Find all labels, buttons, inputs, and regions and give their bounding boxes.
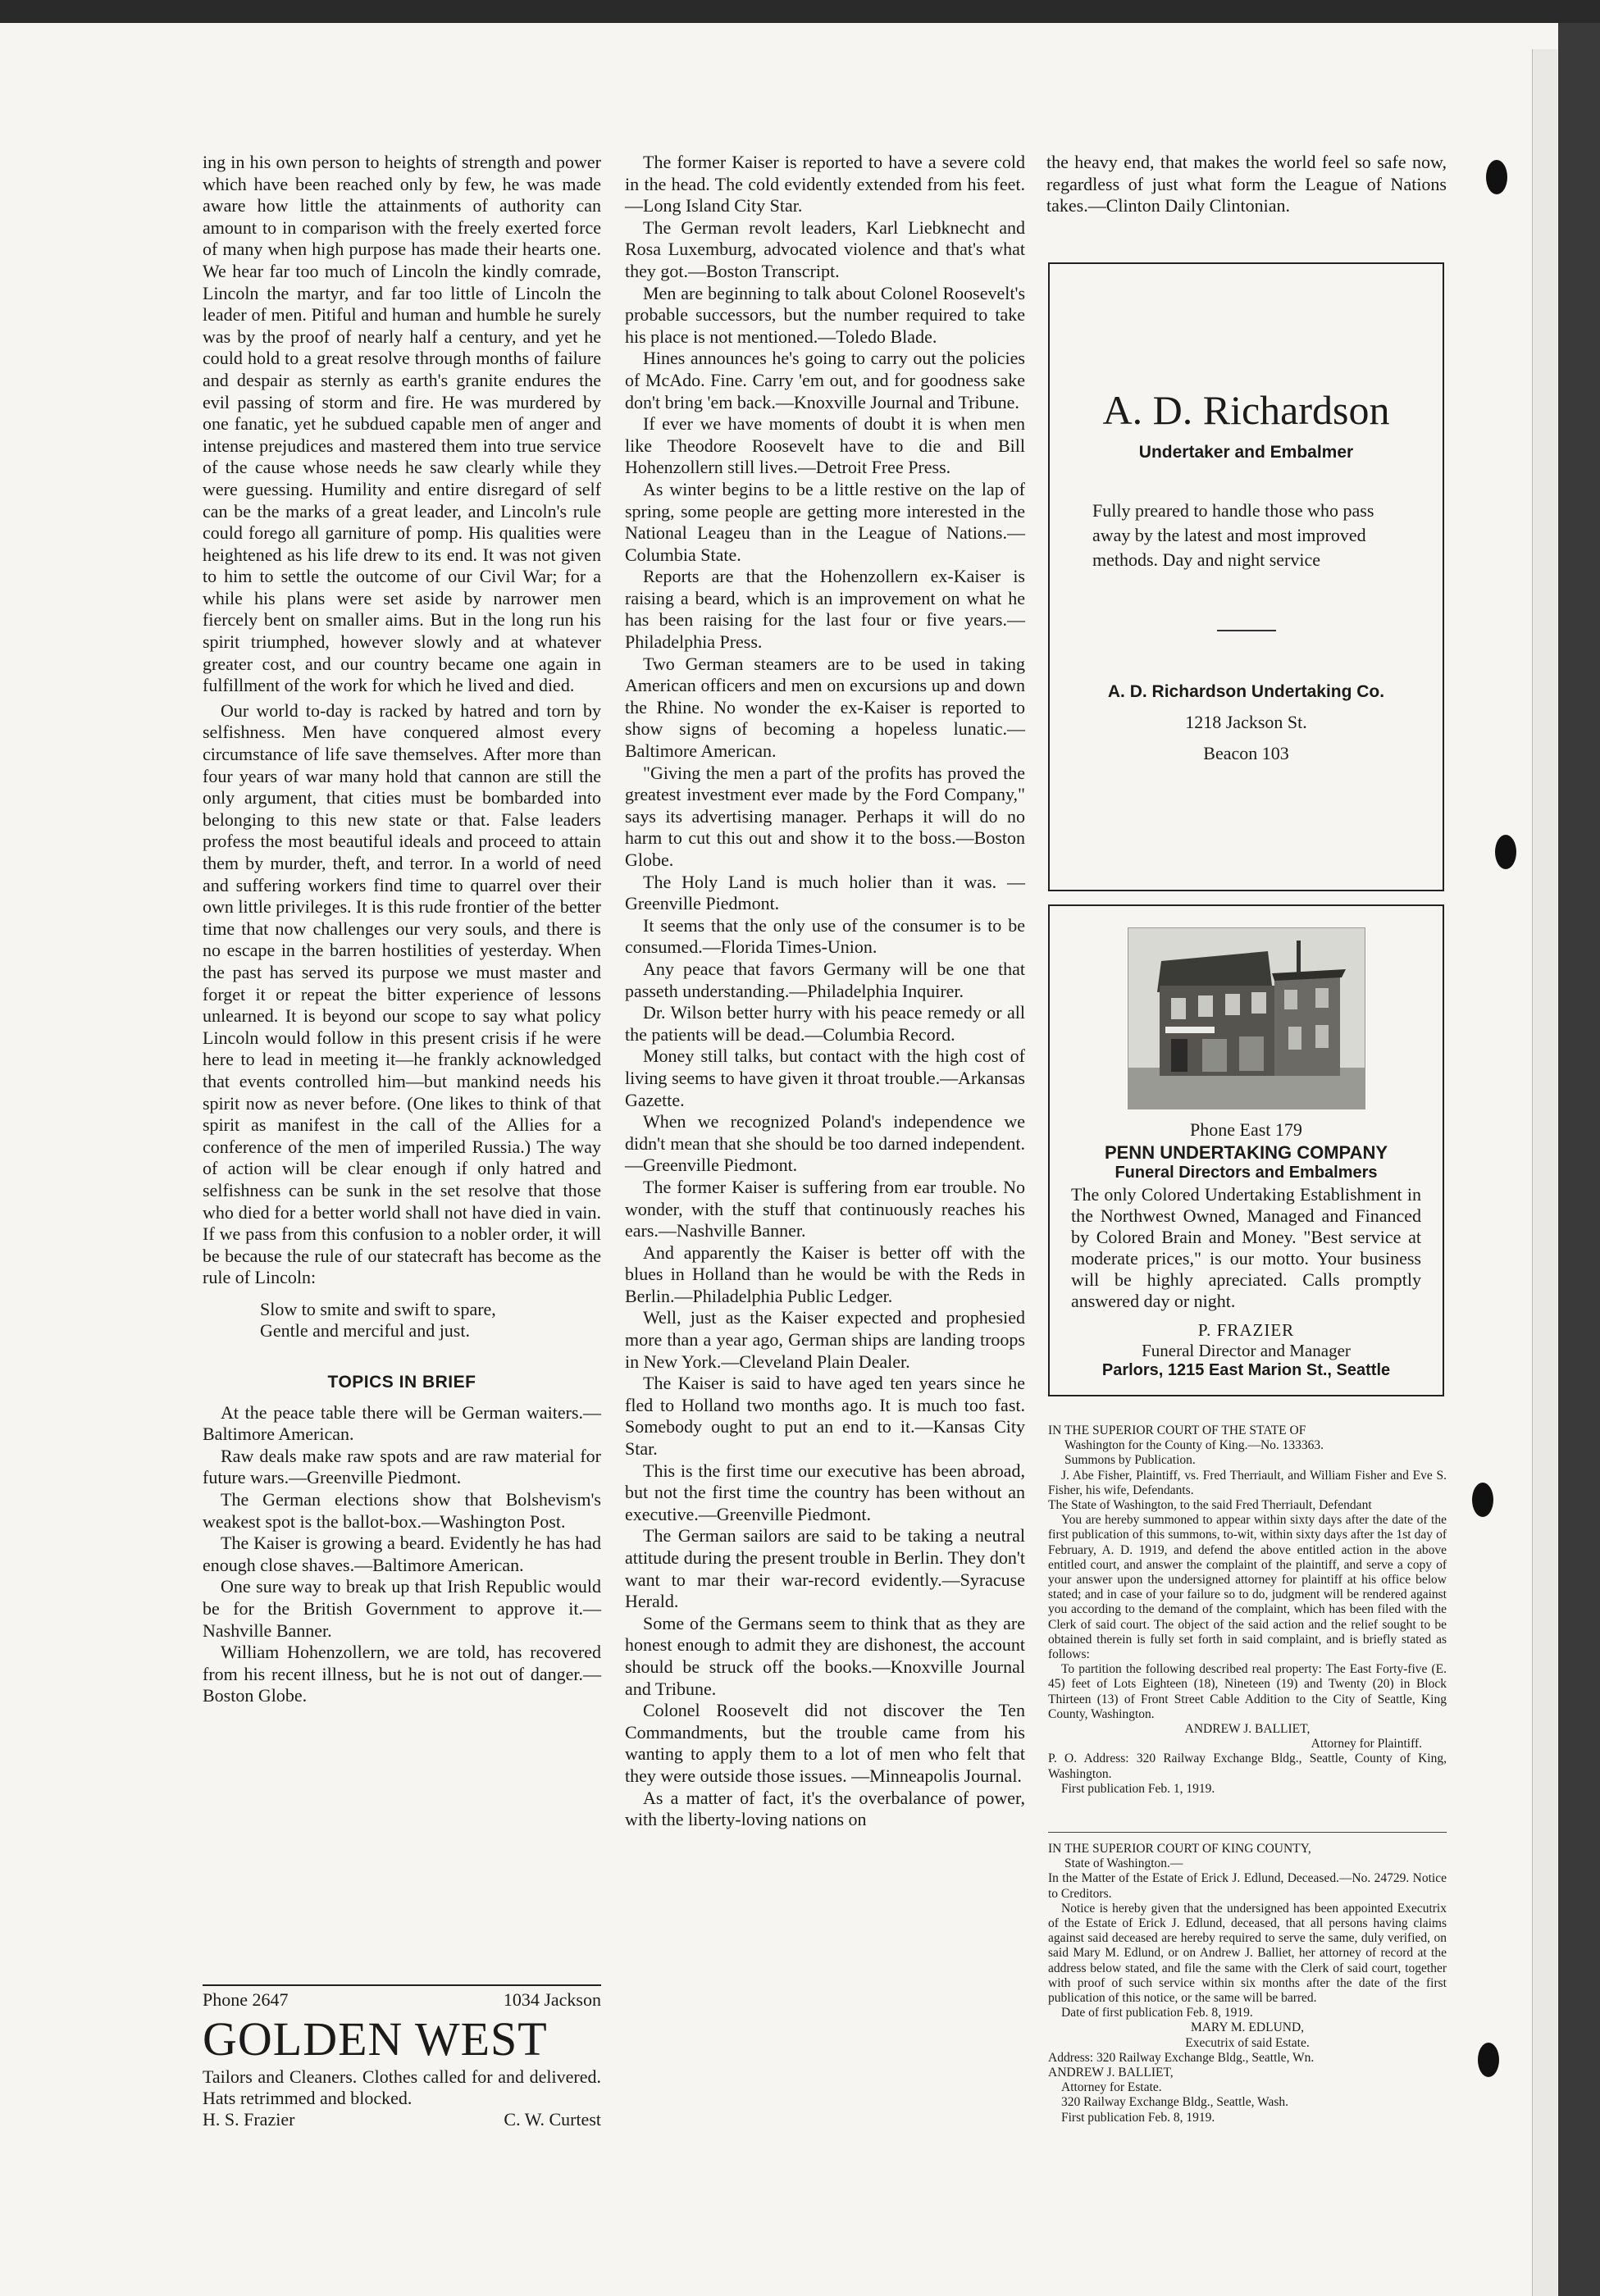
notice-address: 320 Railway Exchange Bldg., Seattle, Wash. — [1061, 2095, 1288, 2110]
brief-item: The German revolt leaders, Karl Liebknecht and Rosa Luxemburg, advocated violence and that's what they got.—Boston Transcript. — [625, 216, 1025, 281]
penn-undertaking-ad — [1048, 904, 1444, 1396]
column-1 — [203, 152, 601, 1707]
ad-address: 1218 Jackson St. — [1185, 712, 1307, 732]
notice-signature-role: Attorney for Estate. — [1061, 2080, 1162, 2095]
article-paragraph: ing in his own person to heights of strength and power which have been reached only by few, he was made aware how little the attainments of authority can amount to in comparison with the freely exerted force of many when high purpose has made their hearts one. We hear far too much of Lincoln the kindly comrade, Lincoln the martyr, and far too little of Lincoln the leader of men. Pitiful and human and humble he surely was by the proof of nearly half a century, and yet he could hold to a great resolve through months of failure and despair as sternly as earth's granite endures the evil passing of storm and fire. He was murdered by one fanatic, yet he subdued capable men of anger and intense prejudices and mastered them into true service of the cause whose needs he saw clearly while they were guessing. Humility and entire disregard of self can be the marks of a great leader, and Lincoln's rule could forego all garniture of pomp. His qualities were heightened as his life drew to its end. It was not given to him to settle the outcome of our Civil War; for a while his plans were set aside by narrower men fiercely bent on smaller aims. But in the long run his spirit triumphed, however slowly and at whatever greater cost, and our country became one again in fulfillment of the work for which he lived and died. — [203, 152, 601, 696]
punch-hole — [1495, 835, 1516, 869]
brief-item: Well, just as the Kaiser expected and prophesied more than a year ago, German ships are landing troops in New York.—Cleveland Plain Dealer. — [625, 1307, 1025, 1372]
ad-subtitle: Undertaker and Embalmer — [1138, 443, 1354, 462]
notice-parties: J. Abe Fisher, Plaintiff, vs. Fred Therriault, and William Fisher and Eve S. Fisher, his wife, Defendants. — [1048, 1468, 1447, 1497]
verse-line: Gentle and merciful and just. — [260, 1320, 470, 1342]
brief-item: One sure way to break up that Irish Republic would be for the British Government to approve it.—Nashville Banner. — [203, 1576, 601, 1641]
brief-item: As winter begins to be a little restive on the lap of spring, some people are getting more interested in the National Leageu than in the League of Nations.—Columbia State. — [625, 478, 1025, 565]
notice-date: Date of first publication Feb. 8, 1919. — [1061, 2006, 1253, 2020]
brief-item: Colonel Roosevelt did not discover the Ten Commandments, but the trouble came from his wanting to apply them to a lot of men who felt that they were outside those issues. —Minneapolis Journal. — [625, 1700, 1025, 1786]
ad-title: GOLDEN WEST — [203, 2012, 548, 2066]
notice-signature: MARY M. EDLUND, — [1190, 2020, 1305, 2035]
ad-address: Parlors, 1215 East Marion St., Seattle — [1101, 1361, 1391, 1379]
brief-item: As a matter of fact, it's the overbalance of power, with the liberty-loving nations on — [625, 1787, 1025, 1830]
notice-heading: Washington for the County of King.—No. 133363. — [1064, 1438, 1324, 1453]
scan-right-edge — [1558, 23, 1600, 2296]
verse — [260, 1299, 601, 1342]
notice-address-line: The State of Washington, to the said Fred Therriault, Defendant — [1048, 1498, 1372, 1513]
punch-hole — [1472, 1483, 1493, 1517]
richardson-ad — [1048, 262, 1444, 891]
ad-manager-role: Funeral Director and Manager — [1142, 1341, 1351, 1360]
brief-item: Dr. Wilson better hurry with his peace remedy or all the patients will be dead.—Columbia Record. — [625, 1002, 1025, 1045]
notice-heading: IN THE SUPERIOR COURT OF KING COUNTY, — [1048, 1842, 1311, 1856]
column-3 — [1046, 152, 1447, 217]
brief-item: At the peace table there will be German waiters.—Baltimore American. — [203, 1401, 601, 1445]
ad-title: A. D. Richardson — [1102, 387, 1390, 433]
verse-line: Slow to smite and swift to spare, — [260, 1298, 496, 1319]
punch-hole — [1486, 160, 1507, 194]
brief-item: Men are beginning to talk about Colonel Roosevelt's probable successors, but the number required to take his place is not mentioned.—Toledo Blade. — [625, 282, 1025, 347]
brief-item: Two German steamers are to be used in taking American officers and men on excursions up and down the Rhine. No wonder the ex-Kaiser is reported to show signs of becoming a hopeless lunatic.—Baltimore American. — [625, 653, 1025, 762]
ad-title: PENN UNDERTAKING COMPANY — [1104, 1142, 1388, 1163]
ad-firm: A. D. Richardson Undertaking Co. — [1107, 682, 1385, 701]
brief-item: Reports are that the Hohenzollern ex-Kaiser is raising a beard, which is an improvement on what he has been raising for the last four or five years.—Philadelphia Press. — [625, 566, 1025, 653]
punch-hole — [1478, 2043, 1499, 2077]
scan-page-edge — [1532, 49, 1557, 2296]
notice-heading: State of Washington.— — [1064, 1856, 1183, 1871]
ad-proprietor: H. S. Frazier — [203, 2109, 295, 2130]
notice-signature-role: Attorney for Plaintiff. — [1311, 1737, 1422, 1752]
brief-item: This is the first time our executive has been abroad, but not the first time the country has been without an executive.—Greenville Piedmont. — [625, 1460, 1025, 1524]
legal-notice-summons — [1048, 1424, 1447, 1797]
notice-date: First publication Feb. 1, 1919. — [1061, 1781, 1215, 1796]
legal-notice-creditors — [1048, 1842, 1447, 2125]
brief-item: The Kaiser is said to have aged ten years since he fled to Holland two months ago. It is much too fast. Somebody ought to put an end to it.—Kansas City Star. — [625, 1373, 1025, 1460]
brief-item: The Kaiser is growing a beard. Evidently he has had enough close shaves.—Baltimore American. — [203, 1533, 601, 1575]
scan-top-edge — [0, 0, 1600, 23]
brief-item: And apparently the Kaiser is better off with the blues in Holland than he would be with the Reds in Berlin.—Philadelphia Public Ledger. — [625, 1241, 1025, 1306]
notice-subheading: Summons by Publication. — [1064, 1453, 1196, 1468]
brief-item: When we recognized Poland's independence we didn't mean that she should be too darned independent.—Greenville Piedmont. — [625, 1111, 1025, 1176]
ad-phone: Phone 2647 — [203, 1989, 289, 2010]
brief-item: Money still talks, but contact with the high cost of living seems to have given it throat trouble.—Arkansas Gazette. — [625, 1046, 1025, 1110]
ad-manager: P. FRAZIER — [1197, 1320, 1295, 1340]
notice-date: First publication Feb. 8, 1919. — [1061, 2110, 1215, 2125]
notice-body: Notice is hereby given that the undersigned has been appointed Executrix of the Estate of Erick J. Edlund, deceased, that all persons having claims against said deceased are hereby required to serve the same, duly verified, on said Mary M. Edlund, or on Andrew J. Balliet, her attorney of record at the address below stated, and file the same with the Clerk of said court, together with proof of such service within six months after the date of the first publication of this notice, or the same will be barred. — [1048, 1901, 1447, 2006]
brief-item: Any peace that favors Germany will be one that passeth understanding.—Philadelphia Inquirer. — [625, 958, 1025, 1001]
notice-parties: In the Matter of the Estate of Erick J. Edlund, Deceased.—No. 24729. Notice to Creditors. — [1048, 1871, 1447, 1901]
ad-description: Tailors and Cleaners. Clothes called for and delivered. Hats retrimmed and blocked. — [203, 2066, 601, 2108]
notice-body: You are hereby summoned to appear within sixty days after the date of the first publication of this summons, to-wit, within sixty days after the 1st day of February, A. D. 1919, and defend the above entitled action in the above entitled court, and answer the complaint of the plaintiff, and serve a copy of your answer upon the undersigned attorney for plaintiff at his office below stated; and in case of your failure so to do, judgment will be rendered against you according to the demand of the complaint, which has been filed with the Clerk of said court. The object of the said action and the relief sought to be obtained therein is fully set forth in said complaint, and is briefly stated as follows: — [1048, 1513, 1447, 1662]
divider — [1048, 1832, 1447, 1833]
notice-address: Address: 320 Railway Exchange Bldg., Seattle, Wn. — [1048, 2050, 1315, 2065]
ad-address: 1034 Jackson — [503, 1989, 601, 2010]
column-2 — [625, 152, 1025, 1831]
ad-description: The only Colored Undertaking Establishment in the Northwest Owned, Managed and Financed by Colored Brain and Money. "Best service at moderate prices," is our motto. Your business will be highly apreciated. Calls promptly answered day or night. — [1071, 1184, 1421, 1311]
notice-signature: ANDREW J. BALLIET, — [1048, 2066, 1174, 2080]
golden-west-ad — [203, 1984, 601, 2130]
brief-item: Raw deals make raw spots and are raw material for future wars.—Greenville Piedmont. — [203, 1445, 601, 1488]
brief-item: Hines announces he's going to carry out the policies of McAdo. Fine. Carry 'em out, and for goodness sake don't bring 'em back.—Knoxville Journal and Tribune. — [625, 348, 1025, 412]
brief-item: William Hohenzollern, we are told, has recovered from his recent illness, but he is not out of danger.—Boston Globe. — [203, 1642, 601, 1706]
ad-proprietor: C. W. Curtest — [504, 2109, 601, 2130]
notice-address: P. O. Address: 320 Railway Exchange Bldg., Seattle, County of King, Washington. — [1048, 1752, 1447, 1781]
notice-heading: IN THE SUPERIOR COURT OF THE STATE OF — [1048, 1424, 1306, 1437]
article-paragraph: Our world to-day is racked by hatred and torn by selfishness. Men have conquered almost every circumstance of life save themselves. After more than four years of war many hold that cannon are still the only argument, that cities must be bombarded into belonging to this new state or that. False leaders profess the most beautiful ideals and proceed to attain them by murder, theft, and terror. In a world of need and suffering workers find time to quarrel over their own little privileges. It is this rude frontier of the better time that now challenges our very souls, and there is no escape in the barren hostilities of yesterday. When the past has served its purpose we must master and forget it or repeat the bitter experience of lessons unlearned. It is beyond our scope to say what policy Lincoln would follow in this present crisis if he were here to lead in meeting it—he frankly acknowledged that events controlled him—but mankind needs his spirit now as never before. (One likes to think of that spirit as manifest in the call of the Allies for a conference of the men of imperiled Russia.) The way of action will be clear enough if only hatred and selfishness can be sunk in the set resolve that those who died for a better world shall not have died in vain. If we pass from this confusion to a nobler order, it will be because the rule of our statecraft has become as the rule of Lincoln: — [203, 699, 601, 1288]
divider — [1217, 630, 1276, 631]
brief-item: Some of the Germans seem to think that as they are honest enough to admit they are dishonest, the account should be struck off the books.—Knoxville Journal and Tribune. — [625, 1612, 1025, 1699]
ad-phone: Phone East 179 — [1190, 1119, 1302, 1140]
notice-signature: ANDREW J. BALLIET, — [1184, 1722, 1311, 1737]
brief-item: The German elections show that Bolshevism's weakest spot is the ballot-box.—Washington Post. — [203, 1489, 601, 1532]
brief-item: The German sailors are said to be taking a neutral attitude during the present trouble in Berlin. They don't want to mar their war-record evidently.—Syracuse Herald. — [625, 1525, 1025, 1612]
section-heading: TOPICS IN BRIEF — [327, 1373, 476, 1392]
building-photo-icon — [1128, 928, 1365, 1109]
building-photo — [1128, 927, 1365, 1109]
notice-body: To partition the following described real property: The East Forty-five (E. 45) feet of Lots Eighteen (18), Nineteen (19) and Twenty (20) in Block Thirteen (13) of Front Street Cable Addition to the City of Seattle, King County, Washington. — [1048, 1662, 1447, 1721]
brief-item: The former Kaiser is suffering from ear trouble. No wonder, with the stuff that continuously reaches his ears.—Nashville Banner. — [625, 1176, 1025, 1241]
ad-phone: Beacon 103 — [1203, 743, 1289, 763]
brief-item: If ever we have moments of doubt it is when men like Theodore Roosevelt have to die and Bill Hohenzollern still lives.—Detroit Free Press. — [625, 413, 1025, 478]
ad-description: Fully preared to handle those who pass away by the latest and most improved methods. Day and night service — [1092, 500, 1374, 570]
ad-subtitle: Funeral Directors and Embalmers — [1115, 1164, 1378, 1182]
brief-item: The former Kaiser is reported to have a severe cold in the head. The cold evidently extended from his feet.—Long Island City Star. — [625, 152, 1025, 216]
brief-item: It seems that the only use of the consumer is to be consumed.—Florida Times-Union. — [625, 914, 1025, 958]
brief-item: "Giving the men a part of the profits has proved the greatest investment ever made by the Ford Company," says its advertising manager. Perhaps it will do no harm to cut this out and show it to the boss.—Boston Globe. — [625, 762, 1025, 870]
brief-item: The Holy Land is much holier than it was. —Greenville Piedmont. — [625, 871, 1025, 914]
notice-signature-role: Executrix of said Estate. — [1185, 2035, 1310, 2050]
brief-item: the heavy end, that makes the world feel so safe now, regardless of just what form the League of Nations takes.—Clinton Daily Clintonian. — [1046, 152, 1447, 216]
